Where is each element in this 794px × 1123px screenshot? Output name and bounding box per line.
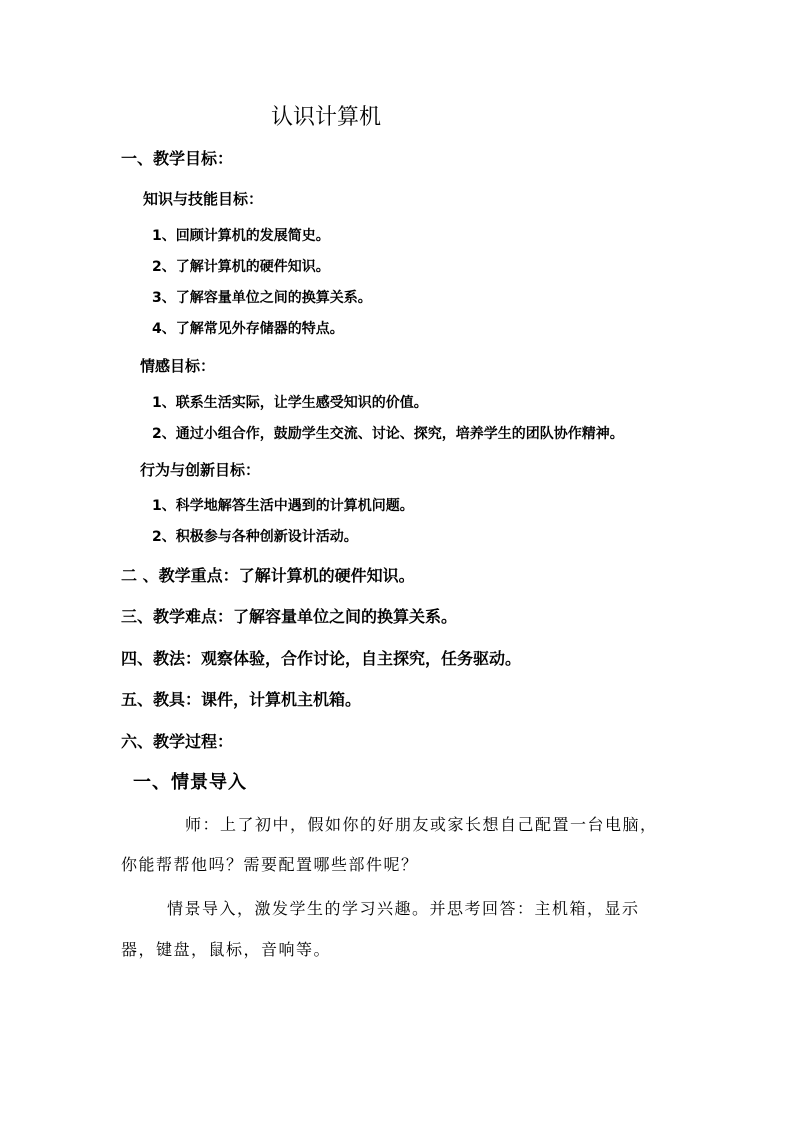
emotion-heading: 情感目标： bbox=[140, 357, 216, 375]
knowledge-item-4: 4、了解常见外存储器的特点。 bbox=[152, 321, 344, 337]
intro-paragraph-1-line-1: 师：上了初中，假如你的好朋友或家长想自己配置一台电脑， bbox=[185, 815, 658, 834]
intro-paragraph-1-line-2: 你能帮帮他吗？需要配置哪些部件呢？ bbox=[121, 855, 419, 874]
behavior-heading: 行为与创新目标： bbox=[140, 461, 261, 479]
objectives-heading: 一、教学目标： bbox=[121, 149, 234, 168]
process-heading: 六、教学过程： bbox=[121, 732, 234, 751]
knowledge-heading: 知识与技能目标： bbox=[143, 190, 264, 208]
behavior-item-1: 1、科学地解答生活中遇到的计算机问题。 bbox=[152, 498, 414, 514]
knowledge-item-2: 2、了解计算机的硬件知识。 bbox=[152, 259, 330, 275]
knowledge-item-1: 1、回顾计算机的发展简史。 bbox=[152, 228, 330, 244]
methods: 四、教法：观察体验，合作讨论，自主探究，任务驱动。 bbox=[121, 649, 522, 668]
tools: 五、教具：课件，计算机主机箱。 bbox=[121, 690, 362, 709]
behavior-item-2: 2、积极参与各种创新设计活动。 bbox=[152, 529, 358, 545]
key-point: 二 、教学重点：了解计算机的硬件知识。 bbox=[121, 566, 415, 585]
difficulty: 三、教学难点：了解容量单位之间的换算关系。 bbox=[121, 607, 458, 626]
document-title: 认识计算机 bbox=[271, 105, 382, 130]
emotion-item-1: 1、联系生活实际，让学生感受知识的价值。 bbox=[152, 395, 428, 411]
emotion-item-2: 2、通过小组合作，鼓励学生交流、讨论、探究，培养学生的团队协作精神。 bbox=[152, 426, 624, 442]
intro-paragraph-2-line-2: 器，键盘，鼠标，音响等。 bbox=[121, 940, 332, 959]
knowledge-item-3: 3、了解容量单位之间的换算关系。 bbox=[152, 290, 372, 306]
intro-heading: 一、情景导入 bbox=[133, 772, 247, 793]
intro-paragraph-2-line-1: 情景导入，激发学生的学习兴趣。并思考回答：主机箱，显示 bbox=[167, 899, 640, 918]
